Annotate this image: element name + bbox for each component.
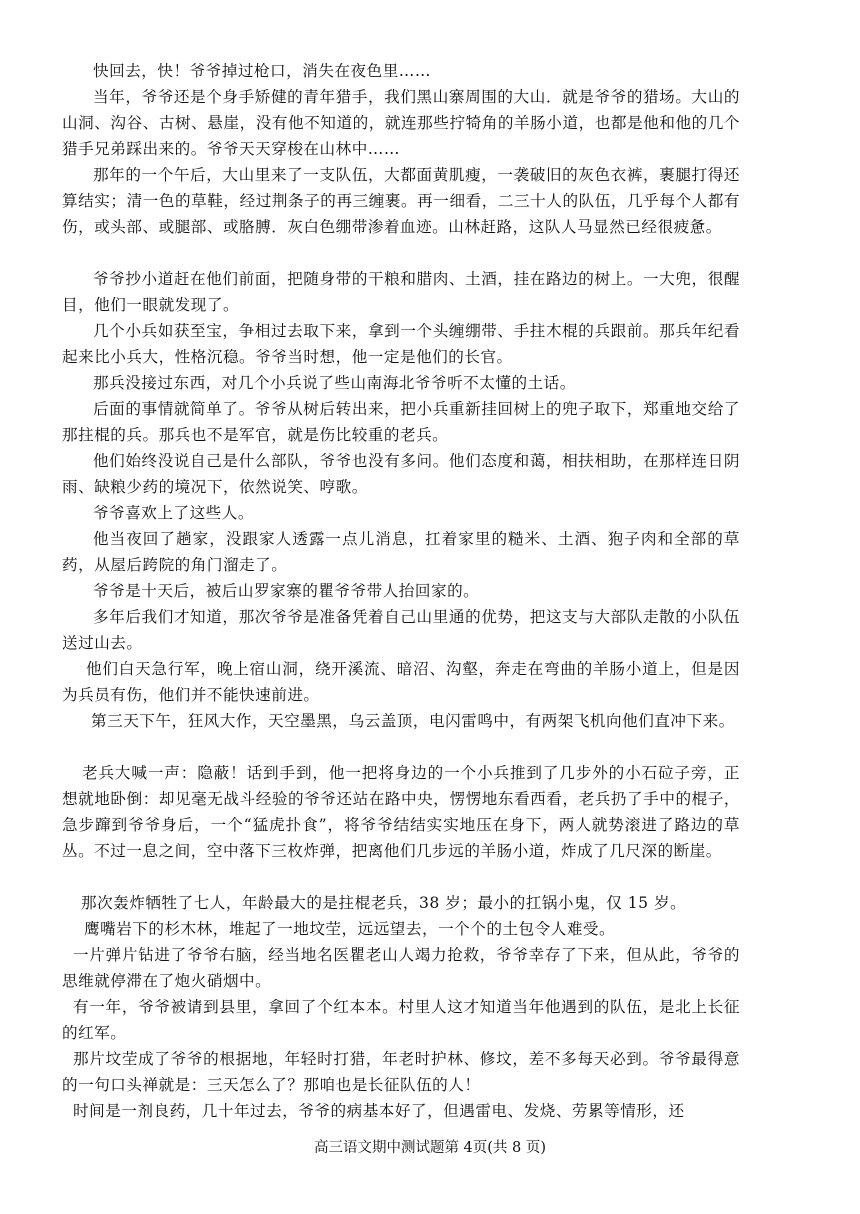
- paragraph: 他当夜回了趟家，没跟家人透露一点儿消息，扛着家里的糙米、土酒、狍子肉和全部的草药，从屋后跨院的角门溜走了。: [62, 530, 740, 574]
- page-footer: 高三语文期中测试题第 4页(共 8 页): [313, 1140, 547, 1156]
- paragraph: 时间是一剂良药，几十年过去，爷爷的病基本好了，但遇雷电、发烧、劳累等情形，还: [73, 1102, 685, 1120]
- paragraph: 那兵没接过东西，对几个小兵说了些山南海北爷爷听不太懂的土话。: [93, 374, 576, 392]
- paragraph: 当年，爷爷还是个身手矫健的青年猎手，我们黑山寨周围的大山．就是爷爷的猎场。大山的山洞、沟谷、古树、悬崖，没有他不知道的，就连那些拧犄角的羊肠小道，也都是他和他的几个猎手兄弟踩出来的。爷爷天天穿梭在山林中……: [62, 88, 740, 158]
- paragraph: 第三天下午，狂风大作，天空墨黑，乌云盖顶，电闪雷鸣中，有两架飞机向他们直冲下来。: [91, 712, 735, 730]
- paragraph: 那片坟茔成了爷爷的根据地，年轻时打猎，年老时护林、修坟，差不多每天必到。爷爷最得意的一句口头禅就是：三天怎么了？那咱也是长征队伍的人！: [62, 1050, 740, 1094]
- paragraph: 那次轰炸牺牲了七人，年龄最大的是拄棍老兵，38 岁；最小的扛锅小鬼，仅 15 岁。: [81, 894, 687, 912]
- paragraph: 有一年，爷爷被请到县里，拿回了个红本本。村里人这才知道当年他遇到的队伍，是北上长征的红军。: [62, 998, 740, 1042]
- paragraph: 多年后我们才知道，那次爷爷是准备凭着自己山里通的优势，把这支与大部队走散的小队伍送过山去。: [62, 608, 740, 652]
- paragraph: 快回去，快！爷爷掉过枪口，消失在夜色里……: [93, 62, 431, 80]
- paragraph: 老兵大喊一声：隐蔽！话到手到，他一把将身边的一个小兵推到了几步外的小石砬子旁，正想就地卧倒：却见毫无战斗经验的爷爷还站在路中央，愣愣地东看西看，老兵扔了手中的棍子，急步蹿到爷爷身后，一个“猛虎扑食”，将爷爷结结实实地压在身下，两人就势滚进了路边的草丛。不过一息之间，空中落下三枚炸弹，把离他们几步远的羊肠小道，炸成了几尺深的断崖。: [62, 764, 740, 860]
- paragraph: 那年的一个午后，大山里来了一支队伍，大都面黄肌瘦，一袭破旧的灰色衣裤，裹腿打得还算结实；清一色的草鞋，经过荆条子的再三缠裹。再一细看，二三十人的队伍，几乎每个人都有伤，或头部、或腿部、或胳膊．灰白色绷带渗着血迹。山林赶路，这队人马显然已经很疲惫。: [62, 166, 740, 236]
- paragraph: 爷爷喜欢上了这些人。: [93, 504, 254, 522]
- paragraph: 他们白天急行军，晚上宿山洞，绕开溪流、暗沼、沟壑，奔走在弯曲的羊肠小道上，但是因为兵员有伤，他们并不能快速前进。: [62, 660, 740, 704]
- paragraph: 他们始终没说自己是什么部队，爷爷也没有多问。他们态度和蔼，相扶相助，在那样连日阴雨、缺粮少药的境况下，依然说笑、哼歌。: [62, 452, 740, 496]
- paragraph: 爷爷抄小道赶在他们前面，把随身带的干粮和腊肉、土酒，挂在路边的树上。一大兜，很醒目，他们一眼就发现了。: [62, 270, 740, 314]
- paragraph: 鹰嘴岩下的杉木林，堆起了一地坟茔，远远望去，一个个的土包令人难受。: [84, 920, 616, 938]
- paragraph: 一片弹片钻进了爷爷右脑，经当地名医瞿老山人竭力抢救，爷爷幸存了下来，但从此，爷爷的思维就停滞在了炮火硝烟中。: [62, 946, 740, 990]
- paragraph: 后面的事情就简单了。爷爷从树后转出来，把小兵重新挂回树上的兜子取下，郑重地交给了那拄棍的兵。那兵也不是军官，就是伤比较重的老兵。: [62, 400, 740, 444]
- paragraph: 几个小兵如获至宝，争相过去取下来，拿到一个头缠绷带、手拄木棍的兵跟前。那兵年纪看起来比小兵大，性格沉稳。爷爷当时想，他一定是他们的长官。: [62, 322, 740, 366]
- paragraph: 爷爷是十天后，被后山罗家寨的瞿爷爷带人抬回家的。: [93, 582, 480, 600]
